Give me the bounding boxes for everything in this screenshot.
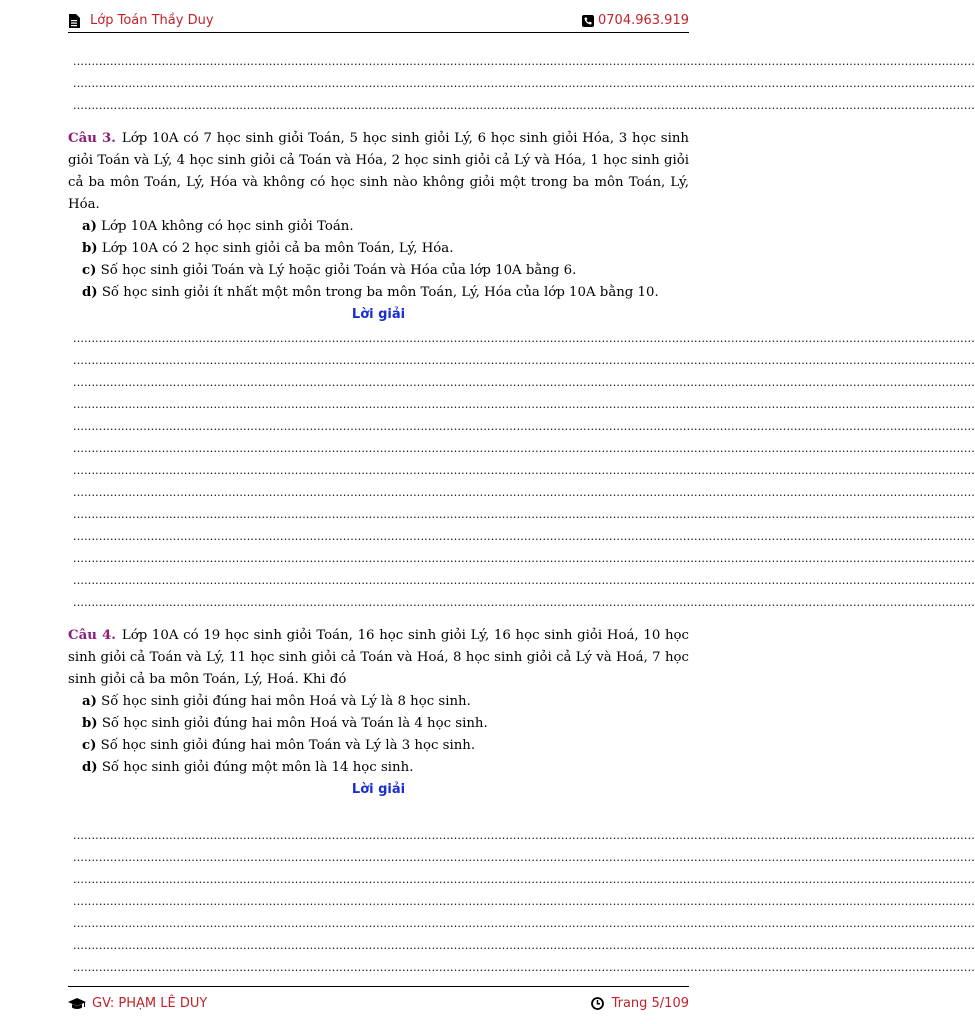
option-b: b) Lớp 10A có 2 học sinh giỏi cả ba môn Toán, Lý, Hóa. [82, 241, 454, 256]
dotted-line: .................................................................................................................................................................................................................................................... [73, 596, 975, 609]
teacher-name: GV: PHẠM LÊ DUY [92, 996, 208, 1011]
answer-lines-q3 [73, 328, 975, 614]
option-b: b) Số học sinh giỏi đúng hai môn Hoá và Toán là 4 học sinh. [82, 716, 488, 731]
dotted-line: .................................................................................................................................................................................................................................................... [73, 77, 975, 90]
dotted-line: .................................................................................................................................................................................................................................................... [73, 354, 975, 367]
option-c: c) Số học sinh giỏi Toán và Lý hoặc giỏi Toán và Hóa của lớp 10A bằng 6. [82, 263, 577, 278]
dotted-line: .................................................................................................................................................................................................................................................... [73, 895, 975, 908]
question-4 [68, 625, 689, 801]
solution-heading: Lời giải [351, 307, 406, 322]
dotted-line: .................................................................................................................................................................................................................................................... [73, 332, 975, 345]
answer-lines-top [73, 51, 975, 117]
clock-icon [591, 997, 604, 1010]
answer-lines-q4 [73, 825, 975, 979]
question-text [68, 128, 689, 216]
dotted-line: .................................................................................................................................................................................................................................................... [73, 829, 975, 842]
solution-heading: Lời giải [351, 782, 406, 797]
dotted-line: .................................................................................................................................................................................................................................................... [73, 917, 975, 930]
dotted-line: .................................................................................................................................................................................................................................................... [73, 530, 975, 543]
page-footer [68, 986, 689, 1017]
question-label: Câu 4. [68, 628, 116, 643]
question-body: Lớp 10A có 19 học sinh giỏi Toán, 16 học sinh giỏi Lý, 16 học sinh giỏi Hoá, 10 học sinh giỏi cả Toán và Lý, 11 học sinh giỏi cả Toán và Hoá, 8 học sinh giỏi cả Lý và Hoá, 7 học sinh giỏi cả ba môn Toán, Lý, Hoá. Khi đó [68, 628, 689, 687]
graduation-cap-icon [68, 998, 86, 1010]
option-a: a) Lớp 10A không có học sinh giỏi Toán. [82, 219, 354, 234]
dotted-line: .................................................................................................................................................................................................................................................... [73, 486, 975, 499]
header-phone: 0704.963.919 [598, 13, 689, 28]
question-text [68, 625, 689, 691]
page-header [68, 12, 689, 33]
dotted-line: .................................................................................................................................................................................................................................................... [73, 939, 975, 952]
dotted-line: .................................................................................................................................................................................................................................................... [73, 398, 975, 411]
dotted-line: .................................................................................................................................................................................................................................................... [73, 420, 975, 433]
option-c: c) Số học sinh giỏi đúng hai môn Toán và Lý là 3 học sinh. [82, 738, 476, 753]
question-body: Lớp 10A có 7 học sinh giỏi Toán, 5 học sinh giỏi Lý, 6 học sinh giỏi Hóa, 3 học sinh giỏi Toán và Lý, 4 học sinh giỏi cả Toán và Hóa, 2 học sinh giỏi cả Lý và Hóa, 1 học sinh giỏi cả ba môn Toán, Lý, Hóa và không có học sinh nào không giỏi một trong ba môn Toán, Lý, Hóa. [68, 131, 689, 212]
question-3 [68, 128, 689, 326]
dotted-line: .................................................................................................................................................................................................................................................... [73, 851, 975, 864]
phone-icon [582, 15, 594, 27]
dotted-line: .................................................................................................................................................................................................................................................... [73, 873, 975, 886]
dotted-line: .................................................................................................................................................................................................................................................... [73, 574, 975, 587]
dotted-line: .................................................................................................................................................................................................................................................... [73, 442, 975, 455]
page-number: Trang 5/109 [611, 996, 689, 1011]
dotted-line: .................................................................................................................................................................................................................................................... [73, 55, 975, 68]
dotted-line: .................................................................................................................................................................................................................................................... [73, 552, 975, 565]
dotted-line: .................................................................................................................................................................................................................................................... [73, 464, 975, 477]
document-icon [68, 14, 80, 28]
dotted-line: .................................................................................................................................................................................................................................................... [73, 99, 975, 112]
dotted-line: .................................................................................................................................................................................................................................................... [73, 376, 975, 389]
option-a: a) Số học sinh giỏi đúng hai môn Hoá và Lý là 8 học sinh. [82, 694, 471, 709]
dotted-line: .................................................................................................................................................................................................................................................... [73, 961, 975, 974]
option-d: d) Số học sinh giỏi đúng một môn là 14 học sinh. [82, 760, 414, 775]
option-d: d) Số học sinh giỏi ít nhất một môn trong ba môn Toán, Lý, Hóa của lớp 10A bằng 10. [82, 285, 659, 300]
header-title: Lớp Toán Thầy Duy [90, 13, 214, 28]
question-label: Câu 3. [68, 131, 116, 146]
dotted-line: .................................................................................................................................................................................................................................................... [73, 508, 975, 521]
